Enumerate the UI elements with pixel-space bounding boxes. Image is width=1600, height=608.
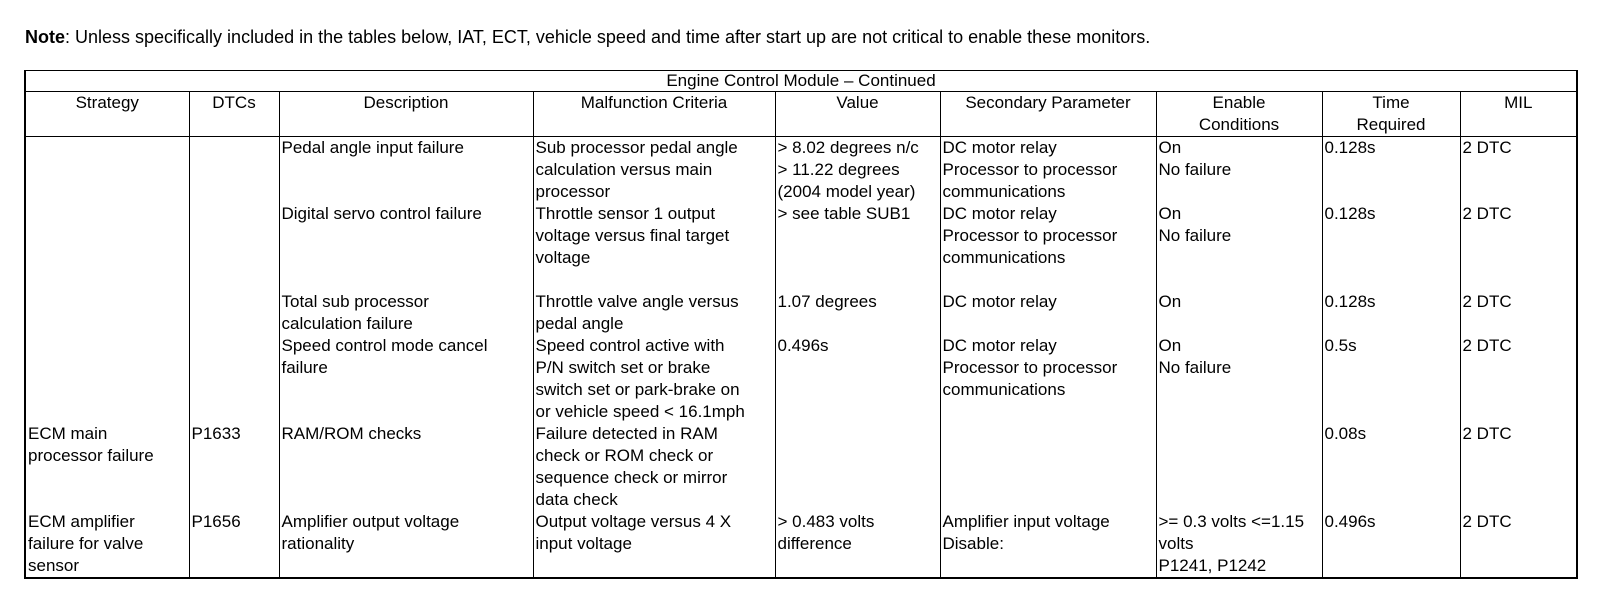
cell-mil: 2 DTC	[1460, 137, 1577, 204]
cell-secondary: Amplifier input voltage Disable:	[940, 511, 1156, 578]
header-description: Description	[279, 92, 533, 137]
table-row	[25, 423, 1577, 511]
cell-secondary: DC motor relay Processor to processor communications	[940, 335, 1156, 423]
table-title: Engine Control Module – Continued	[25, 71, 1577, 92]
cell-criteria: Throttle valve angle versus pedal angle	[533, 291, 775, 335]
cell-mil: 2 DTC	[1460, 423, 1577, 511]
cell-secondary: DC motor relay	[940, 291, 1156, 335]
cell-dtcs	[189, 291, 279, 335]
cell-value: 0.496s	[775, 335, 940, 423]
header-enable-conditions: Enable Conditions	[1156, 92, 1322, 137]
table-row	[25, 511, 1577, 578]
cell-dtcs: P1656	[189, 511, 279, 578]
cell-dtcs	[189, 203, 279, 269]
cell-enable: >= 0.3 volts <=1.15 volts P1241, P1242	[1156, 511, 1322, 578]
cell-description: Pedal angle input failure	[279, 137, 533, 204]
note-body: : Unless specifically included in the tables below, IAT, ECT, vehicle speed and time after start up are not critical to enable these monitors.	[65, 27, 1151, 47]
cell-value: > see table SUB1	[775, 203, 940, 269]
cell-time: 0.128s	[1322, 203, 1460, 269]
header-mil: MIL	[1460, 92, 1577, 137]
cell-mil: 2 DTC	[1460, 335, 1577, 423]
header-value: Value	[775, 92, 940, 137]
table-row	[25, 203, 1577, 269]
header-secondary-parameter: Secondary Parameter	[940, 92, 1156, 137]
cell-enable: On No failure	[1156, 137, 1322, 204]
cell-mil: 2 DTC	[1460, 511, 1577, 578]
cell-time: 0.08s	[1322, 423, 1460, 511]
engine-control-module-table	[24, 70, 1578, 579]
cell-description: Speed control mode cancel failure	[279, 335, 533, 423]
cell-value: > 0.483 volts difference	[775, 511, 940, 578]
cell-secondary: DC motor relay Processor to processor communications	[940, 137, 1156, 204]
cell-dtcs	[189, 335, 279, 423]
cell-enable: On	[1156, 291, 1322, 335]
cell-dtcs: P1633	[189, 423, 279, 511]
cell-strategy	[25, 291, 189, 335]
cell-criteria: Speed control active with P/N switch set or brake switch set or park-brake on or vehicle speed < 16.1mph	[533, 335, 775, 423]
cell-mil: 2 DTC	[1460, 291, 1577, 335]
cell-value: > 8.02 degrees n/c > 11.22 degrees (2004 model year)	[775, 137, 940, 204]
cell-strategy	[25, 137, 189, 204]
cell-secondary: DC motor relay Processor to processor communications	[940, 203, 1156, 269]
note-text	[25, 27, 1150, 48]
cell-description: Total sub processor calculation failure	[279, 291, 533, 335]
header-dtcs: DTCs	[189, 92, 279, 137]
cell-value: 1.07 degrees	[775, 291, 940, 335]
note-label: Note	[25, 27, 65, 47]
cell-strategy: ECM amplifier failure for valve sensor	[25, 511, 189, 578]
cell-criteria: Output voltage versus 4 X input voltage	[533, 511, 775, 578]
cell-strategy	[25, 203, 189, 269]
cell-criteria: Throttle sensor 1 output voltage versus final target voltage	[533, 203, 775, 269]
cell-enable	[1156, 423, 1322, 511]
table-row	[25, 335, 1577, 423]
cell-time: 0.496s	[1322, 511, 1460, 578]
cell-description: Digital servo control failure	[279, 203, 533, 269]
header-strategy: Strategy	[25, 92, 189, 137]
header-time-required: Time Required	[1322, 92, 1460, 137]
cell-time: 0.128s	[1322, 137, 1460, 204]
cell-dtcs	[189, 137, 279, 204]
table-row	[25, 137, 1577, 204]
cell-secondary	[940, 423, 1156, 511]
table-row	[25, 291, 1577, 335]
cell-enable: On No failure	[1156, 335, 1322, 423]
cell-enable: On No failure	[1156, 203, 1322, 269]
header-malfunction-criteria: Malfunction Criteria	[533, 92, 775, 137]
table-spacer-row	[25, 269, 1577, 291]
cell-strategy: ECM main processor failure	[25, 423, 189, 511]
cell-strategy	[25, 335, 189, 423]
cell-criteria: Sub processor pedal angle calculation versus main processor	[533, 137, 775, 204]
cell-value	[775, 423, 940, 511]
cell-mil: 2 DTC	[1460, 203, 1577, 269]
cell-description: RAM/ROM checks	[279, 423, 533, 511]
cell-time: 0.5s	[1322, 335, 1460, 423]
cell-criteria: Failure detected in RAM check or ROM check or sequence check or mirror data check	[533, 423, 775, 511]
cell-description: Amplifier output voltage rationality	[279, 511, 533, 578]
cell-time: 0.128s	[1322, 291, 1460, 335]
